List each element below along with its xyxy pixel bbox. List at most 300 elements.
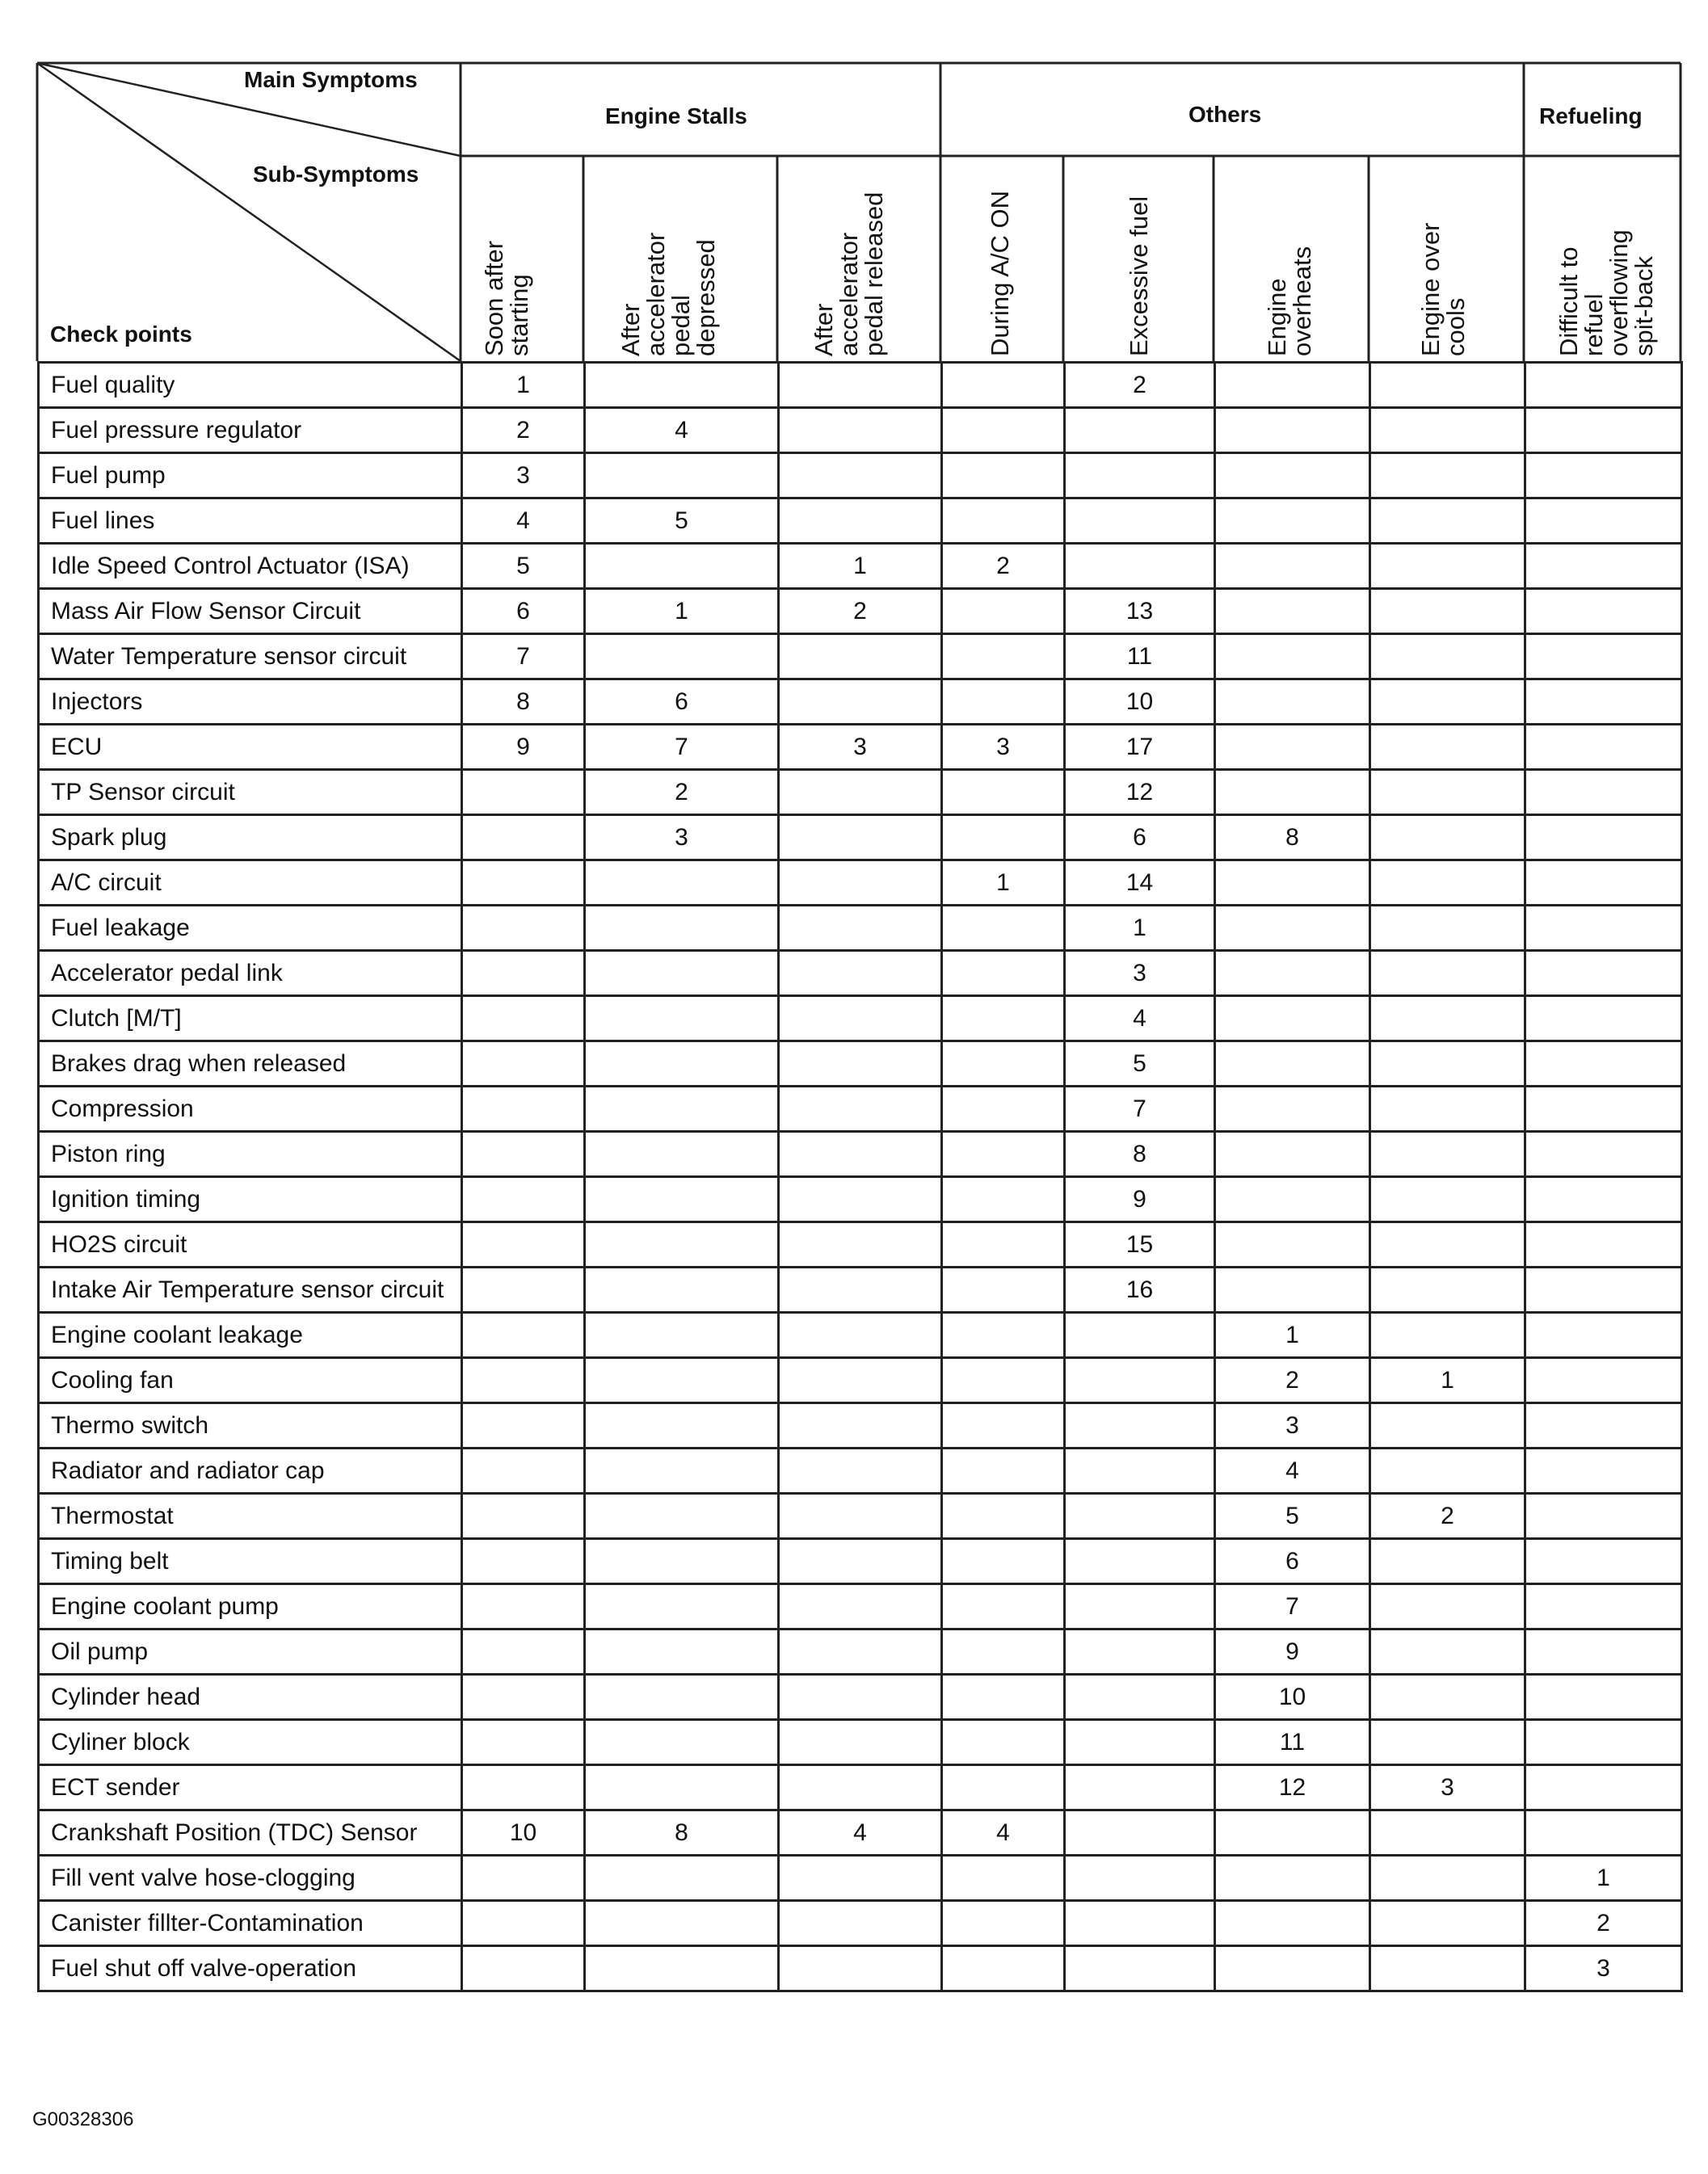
priority-cell: 3 — [779, 725, 942, 770]
priority-cell — [1215, 1856, 1370, 1901]
priority-cell — [1370, 1539, 1525, 1584]
priority-cell — [1065, 1765, 1215, 1810]
priority-cell — [1215, 363, 1370, 408]
table-row — [39, 1132, 1682, 1177]
priority-cell — [585, 1313, 779, 1358]
priority-cell — [585, 1449, 779, 1494]
priority-cell — [779, 1087, 942, 1132]
check-point-label: Thermostat — [39, 1494, 462, 1539]
priority-cell — [779, 1720, 942, 1765]
priority-cell — [1525, 1810, 1682, 1856]
priority-cell — [462, 1177, 585, 1222]
priority-cell — [1215, 453, 1370, 498]
priority-cell — [942, 1403, 1065, 1449]
priority-cell — [1370, 1629, 1525, 1675]
priority-cell — [1525, 453, 1682, 498]
priority-cell — [1525, 634, 1682, 679]
check-point-label: Intake Air Temperature sensor circuit — [39, 1268, 462, 1313]
priority-cell: 2 — [462, 408, 585, 453]
priority-cell — [1370, 996, 1525, 1041]
priority-cell: 4 — [1065, 996, 1215, 1041]
figure-id: G00328306 — [32, 2109, 134, 2130]
priority-cell — [942, 1539, 1065, 1584]
check-point-label: ECU — [39, 725, 462, 770]
priority-cell — [585, 453, 779, 498]
priority-cell: 1 — [1215, 1313, 1370, 1358]
priority-cell — [1370, 679, 1525, 725]
table-row — [39, 996, 1682, 1041]
priority-cell — [1215, 408, 1370, 453]
priority-cell — [779, 1177, 942, 1222]
priority-cell — [1215, 951, 1370, 996]
priority-cell — [942, 815, 1065, 860]
priority-cell: 5 — [585, 498, 779, 544]
table-row — [39, 589, 1682, 634]
priority-cell: 9 — [1215, 1629, 1370, 1675]
priority-cell — [942, 363, 1065, 408]
priority-cell — [1525, 1177, 1682, 1222]
priority-cell — [942, 1358, 1065, 1403]
priority-cell — [585, 906, 779, 951]
priority-cell — [942, 951, 1065, 996]
check-point-label: ECT sender — [39, 1765, 462, 1810]
check-point-label: Clutch [M/T] — [39, 996, 462, 1041]
table-row — [39, 1358, 1682, 1403]
col-header-soon-after-starting: Soon after starting — [480, 240, 533, 356]
priority-cell — [585, 1403, 779, 1449]
priority-cell: 1 — [1525, 1856, 1682, 1901]
table-row — [39, 770, 1682, 815]
priority-cell — [585, 860, 779, 906]
table-row — [39, 363, 1682, 408]
priority-cell — [779, 1584, 942, 1629]
priority-cell — [1065, 1856, 1215, 1901]
table-row — [39, 1177, 1682, 1222]
priority-cell — [1370, 1720, 1525, 1765]
priority-cell: 3 — [1065, 951, 1215, 996]
priority-cell: 1 — [1370, 1358, 1525, 1403]
priority-cell — [779, 1856, 942, 1901]
priority-cell — [1215, 1132, 1370, 1177]
priority-cell — [942, 634, 1065, 679]
priority-cell — [1065, 1675, 1215, 1720]
priority-cell — [585, 1946, 779, 1991]
priority-cell — [1370, 815, 1525, 860]
priority-cell — [462, 951, 585, 996]
priority-cell — [942, 1132, 1065, 1177]
priority-cell — [585, 1539, 779, 1584]
priority-cell — [1215, 1946, 1370, 1991]
priority-cell: 6 — [462, 589, 585, 634]
priority-cell — [585, 363, 779, 408]
priority-cell: 16 — [1065, 1268, 1215, 1313]
priority-cell — [462, 1539, 585, 1584]
priority-cell: 9 — [462, 725, 585, 770]
priority-cell — [1370, 498, 1525, 544]
check-point-label: Crankshaft Position (TDC) Sensor — [39, 1810, 462, 1856]
priority-cell — [942, 1675, 1065, 1720]
priority-cell — [1215, 860, 1370, 906]
table-row — [39, 453, 1682, 498]
priority-cell: 3 — [1215, 1403, 1370, 1449]
priority-cell — [779, 906, 942, 951]
priority-cell: 2 — [1215, 1358, 1370, 1403]
group-refueling: Refueling — [1539, 103, 1643, 128]
priority-cell — [779, 1765, 942, 1810]
check-points-label: Check points — [50, 322, 192, 347]
priority-cell — [779, 1539, 942, 1584]
priority-cell — [779, 498, 942, 544]
priority-cell — [1215, 996, 1370, 1041]
priority-cell — [1065, 1901, 1215, 1946]
priority-cell — [1370, 1449, 1525, 1494]
priority-cell — [585, 1087, 779, 1132]
priority-cell: 7 — [1215, 1584, 1370, 1629]
priority-cell — [942, 1313, 1065, 1358]
priority-cell — [1370, 1675, 1525, 1720]
priority-cell: 3 — [1370, 1765, 1525, 1810]
priority-cell — [462, 1629, 585, 1675]
priority-cell — [585, 1358, 779, 1403]
priority-cell: 11 — [1065, 634, 1215, 679]
priority-cell — [1370, 1087, 1525, 1132]
priority-cell — [1065, 498, 1215, 544]
priority-cell — [942, 1901, 1065, 1946]
priority-cell — [942, 1449, 1065, 1494]
priority-cell — [942, 1946, 1065, 1991]
priority-cell — [462, 906, 585, 951]
priority-cell — [1215, 725, 1370, 770]
table-row — [39, 498, 1682, 544]
priority-cell — [1525, 1584, 1682, 1629]
priority-cell — [1065, 1584, 1215, 1629]
priority-cell — [1370, 1313, 1525, 1358]
priority-cell — [1215, 1901, 1370, 1946]
priority-cell — [1065, 1449, 1215, 1494]
priority-cell — [942, 996, 1065, 1041]
priority-cell: 12 — [1215, 1765, 1370, 1810]
check-point-label: TP Sensor circuit — [39, 770, 462, 815]
col-header-engine-overheats: Engine overheats — [1263, 246, 1316, 356]
priority-cell — [779, 1901, 942, 1946]
priority-cell — [462, 1449, 585, 1494]
priority-cell — [942, 906, 1065, 951]
priority-cell — [462, 1494, 585, 1539]
col-header-after-accelerator-released: After accelerator pedal released — [810, 191, 888, 356]
priority-cell — [779, 408, 942, 453]
priority-cell — [462, 1087, 585, 1132]
priority-cell: 3 — [1525, 1946, 1682, 1991]
priority-cell — [1215, 1810, 1370, 1856]
table-row — [39, 1041, 1682, 1087]
priority-cell: 9 — [1065, 1177, 1215, 1222]
priority-cell — [1215, 498, 1370, 544]
table-row — [39, 1222, 1682, 1268]
priority-cell — [462, 1358, 585, 1403]
priority-cell — [779, 1222, 942, 1268]
priority-cell — [1370, 860, 1525, 906]
priority-cell: 10 — [462, 1810, 585, 1856]
check-point-label: Fuel quality — [39, 363, 462, 408]
table-row — [39, 1946, 1682, 1991]
col-header-engine-over-cools: Engine over cools — [1416, 222, 1470, 356]
priority-cell: 8 — [585, 1810, 779, 1856]
priority-cell — [1065, 544, 1215, 589]
priority-cell — [1370, 770, 1525, 815]
priority-cell: 8 — [1065, 1132, 1215, 1177]
table-row — [39, 1403, 1682, 1449]
priority-cell — [585, 1177, 779, 1222]
priority-cell — [1370, 408, 1525, 453]
table-row — [39, 815, 1682, 860]
table-row — [39, 1087, 1682, 1132]
priority-cell — [1525, 1222, 1682, 1268]
priority-cell: 14 — [1065, 860, 1215, 906]
check-point-label: Piston ring — [39, 1132, 462, 1177]
priority-cell — [1525, 815, 1682, 860]
priority-cell — [779, 634, 942, 679]
priority-cell — [779, 1946, 942, 1991]
priority-cell — [1525, 1494, 1682, 1539]
priority-cell: 8 — [1215, 815, 1370, 860]
priority-cell — [1065, 1313, 1215, 1358]
priority-cell: 4 — [942, 1810, 1065, 1856]
priority-cell — [585, 1901, 779, 1946]
priority-cell — [462, 1856, 585, 1901]
priority-cell: 1 — [779, 544, 942, 589]
table-row — [39, 1856, 1682, 1901]
priority-cell — [1370, 589, 1525, 634]
table-row — [39, 1720, 1682, 1765]
priority-cell — [585, 1041, 779, 1087]
priority-cell — [1525, 408, 1682, 453]
priority-cell — [1215, 679, 1370, 725]
priority-cell — [942, 770, 1065, 815]
priority-cell — [1215, 1177, 1370, 1222]
priority-cell — [462, 1584, 585, 1629]
priority-cell: 5 — [1065, 1041, 1215, 1087]
check-point-label: Water Temperature sensor circuit — [39, 634, 462, 679]
priority-cell — [779, 1675, 942, 1720]
priority-cell — [779, 1403, 942, 1449]
priority-cell — [462, 1675, 585, 1720]
table-row — [39, 1268, 1682, 1313]
check-point-label: Brakes drag when released — [39, 1041, 462, 1087]
priority-cell — [942, 1222, 1065, 1268]
priority-cell — [585, 1494, 779, 1539]
priority-cell — [585, 1222, 779, 1268]
priority-cell — [779, 996, 942, 1041]
table-row — [39, 860, 1682, 906]
check-point-label: Accelerator pedal link — [39, 951, 462, 996]
priority-cell — [1370, 453, 1525, 498]
check-point-label: Timing belt — [39, 1539, 462, 1584]
priority-cell — [1525, 906, 1682, 951]
priority-cell — [1525, 679, 1682, 725]
table-row — [39, 1901, 1682, 1946]
priority-cell — [779, 453, 942, 498]
priority-cell — [942, 1494, 1065, 1539]
priority-cell — [942, 1177, 1065, 1222]
priority-cell: 1 — [942, 860, 1065, 906]
check-point-label: Fuel shut off valve-operation — [39, 1946, 462, 1991]
priority-cell: 3 — [462, 453, 585, 498]
check-point-label: Radiator and radiator cap — [39, 1449, 462, 1494]
priority-cell — [1370, 363, 1525, 408]
priority-cell — [1370, 1584, 1525, 1629]
diagonal-line-sub — [37, 63, 461, 361]
table-row — [39, 1584, 1682, 1629]
priority-cell — [1525, 1132, 1682, 1177]
priority-cell — [1370, 1132, 1525, 1177]
priority-cell — [585, 1765, 779, 1810]
check-point-label: Fuel lines — [39, 498, 462, 544]
priority-cell: 7 — [462, 634, 585, 679]
priority-cell — [942, 1856, 1065, 1901]
priority-cell — [1370, 1222, 1525, 1268]
priority-cell: 11 — [1215, 1720, 1370, 1765]
table-row — [39, 1494, 1682, 1539]
priority-cell — [1370, 1041, 1525, 1087]
priority-cell — [585, 996, 779, 1041]
priority-cell: 1 — [585, 589, 779, 634]
group-engine-stalls: Engine Stalls — [605, 103, 747, 128]
priority-cell: 6 — [585, 679, 779, 725]
priority-cell — [1525, 1041, 1682, 1087]
priority-cell — [942, 1720, 1065, 1765]
priority-cell: 2 — [779, 589, 942, 634]
priority-cell: 4 — [779, 1810, 942, 1856]
priority-cell — [462, 1403, 585, 1449]
priority-cell — [1215, 544, 1370, 589]
table-row — [39, 1313, 1682, 1358]
check-point-label: Fuel pressure regulator — [39, 408, 462, 453]
priority-cell: 10 — [1215, 1675, 1370, 1720]
col-header-after-accelerator-depressed: After accelerator pedal depressed — [616, 232, 720, 356]
priority-cell: 5 — [462, 544, 585, 589]
priority-cell — [779, 1041, 942, 1087]
check-point-label: Cooling fan — [39, 1358, 462, 1403]
priority-cell — [1525, 1087, 1682, 1132]
priority-cell — [1065, 1494, 1215, 1539]
priority-cell — [942, 1765, 1065, 1810]
priority-cell — [1215, 1087, 1370, 1132]
priority-cell — [779, 1358, 942, 1403]
table-row — [39, 1539, 1682, 1584]
check-point-label: Engine coolant pump — [39, 1584, 462, 1629]
priority-cell — [1525, 996, 1682, 1041]
priority-cell — [1215, 906, 1370, 951]
check-point-label: Idle Speed Control Actuator (ISA) — [39, 544, 462, 589]
priority-cell — [1370, 1268, 1525, 1313]
priority-cell: 4 — [1215, 1449, 1370, 1494]
priority-cell: 1 — [462, 363, 585, 408]
table-row — [39, 951, 1682, 996]
priority-cell — [1525, 770, 1682, 815]
priority-cell — [779, 363, 942, 408]
priority-cell — [1215, 589, 1370, 634]
priority-cell — [1525, 1765, 1682, 1810]
col-header-excessive-fuel: Excessive fuel — [1125, 196, 1153, 356]
check-point-label: Fill vent valve hose-clogging — [39, 1856, 462, 1901]
priority-cell — [462, 1132, 585, 1177]
priority-cell — [1065, 1629, 1215, 1675]
priority-cell — [1525, 1629, 1682, 1675]
priority-cell: 8 — [462, 679, 585, 725]
priority-cell — [779, 1313, 942, 1358]
table-row — [39, 1765, 1682, 1810]
priority-cell: 12 — [1065, 770, 1215, 815]
priority-cell — [1215, 770, 1370, 815]
priority-cell — [1525, 363, 1682, 408]
check-point-label: HO2S circuit — [39, 1222, 462, 1268]
priority-cell — [462, 1222, 585, 1268]
priority-cell — [1065, 408, 1215, 453]
priority-cell — [1370, 1901, 1525, 1946]
table-row — [39, 1810, 1682, 1856]
priority-cell — [1525, 1268, 1682, 1313]
priority-cell — [1065, 1946, 1215, 1991]
priority-cell — [1370, 1403, 1525, 1449]
priority-cell — [779, 1449, 942, 1494]
priority-cell — [779, 679, 942, 725]
check-point-label: Ignition timing — [39, 1177, 462, 1222]
table-row — [39, 725, 1682, 770]
priority-cell — [942, 498, 1065, 544]
priority-cell: 6 — [1215, 1539, 1370, 1584]
priority-cell — [462, 770, 585, 815]
priority-cell — [942, 1584, 1065, 1629]
priority-cell — [1065, 1403, 1215, 1449]
table-row — [39, 1629, 1682, 1675]
priority-cell — [585, 951, 779, 996]
priority-cell — [1215, 1268, 1370, 1313]
priority-cell — [1525, 860, 1682, 906]
table-row — [39, 1675, 1682, 1720]
priority-cell — [1370, 1810, 1525, 1856]
priority-cell: 2 — [1065, 363, 1215, 408]
priority-cell — [1525, 589, 1682, 634]
priority-cell — [779, 815, 942, 860]
priority-cell — [779, 770, 942, 815]
priority-cell — [462, 1901, 585, 1946]
check-point-label: Injectors — [39, 679, 462, 725]
table-row — [39, 1449, 1682, 1494]
priority-cell: 5 — [1215, 1494, 1370, 1539]
priority-cell: 3 — [942, 725, 1065, 770]
sub-symptoms-label: Sub-Symptoms — [253, 162, 419, 187]
priority-cell — [1525, 1449, 1682, 1494]
check-point-label: Thermo switch — [39, 1403, 462, 1449]
check-point-label: Fuel leakage — [39, 906, 462, 951]
priority-cell — [1525, 951, 1682, 996]
priority-cell — [585, 634, 779, 679]
priority-cell — [462, 1720, 585, 1765]
priority-cell — [1065, 1539, 1215, 1584]
priority-cell — [1370, 1856, 1525, 1901]
priority-cell — [585, 1268, 779, 1313]
priority-cell — [942, 1041, 1065, 1087]
priority-cell — [779, 860, 942, 906]
priority-cell — [1065, 1358, 1215, 1403]
priority-cell — [1215, 1222, 1370, 1268]
priority-cell — [1525, 1675, 1682, 1720]
check-point-label: Cylinder head — [39, 1675, 462, 1720]
check-point-label: Engine coolant leakage — [39, 1313, 462, 1358]
priority-cell — [942, 589, 1065, 634]
priority-cell — [942, 1268, 1065, 1313]
priority-cell — [462, 1946, 585, 1991]
